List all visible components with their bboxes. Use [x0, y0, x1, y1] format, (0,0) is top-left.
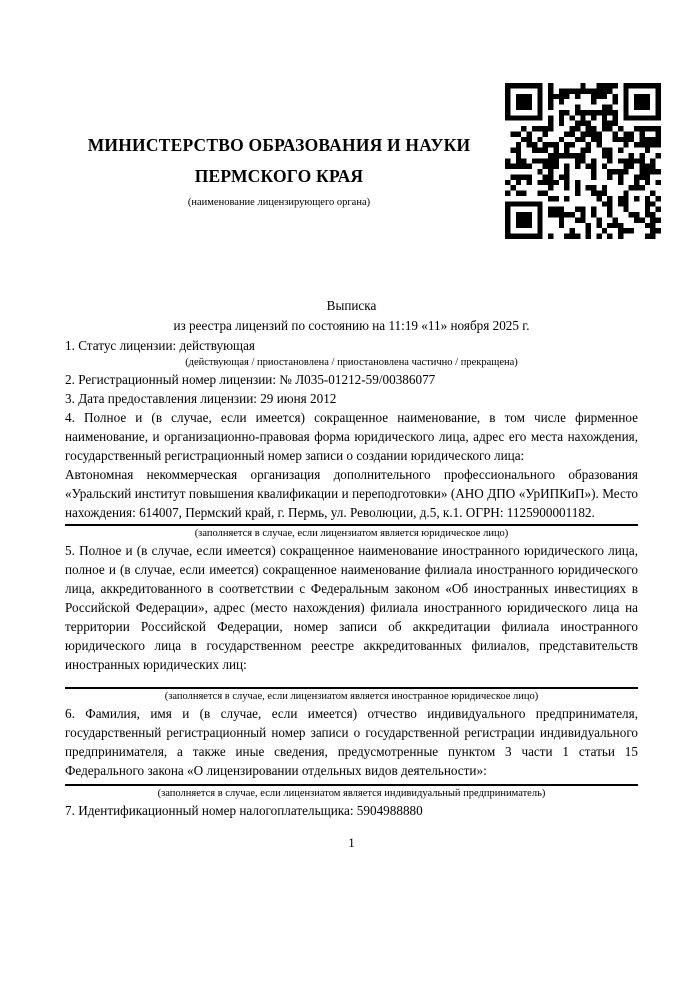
field-legal-entity-label: 4. Полное и (в случае, если имеется) сокращенное наименование, в том числе фирменное наименование, и организационно-правовая форма юридического лица, адрес его места нахождения, государственный регистрационный номер записи о создании юридического лица: [65, 410, 638, 463]
issuing-authority-header [63, 130, 495, 210]
legal-entity-note: (заполняется в случае, если лицензиатом является юридическое лицо) [194, 528, 509, 539]
document-subtitle: из реестра лицензий по состоянию на 11:19 «11» ноября 2025 г. [173, 318, 530, 333]
foreign-entity-note: (заполняется в случае, если лицензиатом является иностранное юридическое лицо) [164, 691, 539, 702]
individual-entrepreneur-note: (заполняется в случае, если лицензиатом является индивидуальный предприниматель) [157, 788, 546, 799]
field-foreign-entity-label: 5. Полное и (в случае, если имеется) сокращенное наименование иностранного юридического лица, полное и (в случае, если имеется) сокращенное наименование филиала иностранного юридического лица, аккредитованного в соответствии с Федеральным законом «Об иностранных инвестициях в Российской Федерации», адрес (место нахождения) филиала иностранного юридического лица на территории Российской Федерации, номер записи об аккредитации филиала иностранного юридического лица в государственном реестре аккредитованных филиалов, представительств иностранных юридических лиц: [65, 543, 638, 672]
field-registration-number: 2. Регистрационный номер лицензии: № Л035-01212-59/00386077 [65, 372, 436, 387]
document-body [65, 296, 638, 852]
field-legal-entity-value: Автономная некоммерческая организация дополнительного профессионального образования «Уральский институт повышения квалификации и переподготовки» (АНО ДПО «УрИПКиП»). Место нахождения: 614007, Пермский край, г. Пермь, ул. Революции, д.5, к.1. ОГРН: 1125900001182. [65, 467, 638, 520]
field-license-grant-date: 3. Дата предоставления лицензии: 29 июня 2012 [65, 391, 337, 406]
field-license-status: 1. Статус лицензии: действующая [65, 338, 256, 353]
document-title: Выписка [326, 298, 377, 313]
document-title-block [65, 296, 638, 336]
ministry-name-line2: ПЕРМСКОГО КРАЯ [194, 166, 364, 186]
ministry-name-line1: МИНИСТЕРСТВО ОБРАЗОВАНИЯ И НАУКИ [87, 135, 471, 155]
page-number: 1 [348, 835, 355, 850]
qr-code-icon [505, 83, 661, 239]
field-individual-entrepreneur-label: 6. Фамилия, имя и (в случае, если имеется) отчество индивидуального предпринимателя, государственный регистрационный номер записи о государственной регистрации индивидуального предпринимателя, а также иные сведения, предусмотренные пунктом 3 части 1 статьи 15 Федерального закона «О лицензировании отдельных видов деятельности»: [65, 706, 638, 778]
field-taxpayer-id: 7. Идентификационный номер налогоплательщика: 5904988880 [65, 803, 423, 818]
license-status-options-note: (действующая / приостановлена / приостановлена частично / прекращена) [185, 357, 518, 368]
ministry-name-caption: (наименование лицензирующего органа) [187, 197, 371, 208]
